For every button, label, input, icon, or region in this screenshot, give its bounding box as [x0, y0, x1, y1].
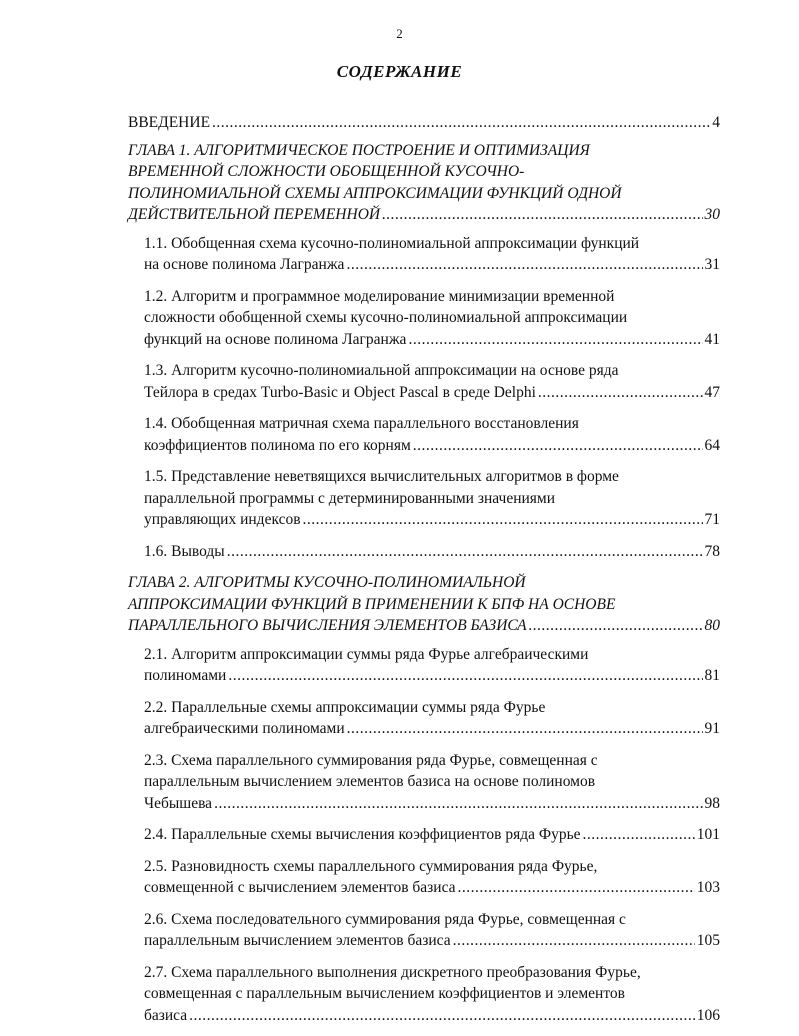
toc-entry-text: алгебраическими полиномами — [144, 720, 345, 737]
toc-title: СОДЕРЖАНИЕ — [336, 62, 463, 81]
table-of-contents — [128, 112, 720, 1036]
toc-entry-line: 2.6. Схема последовательного суммирования ряда Фурье, совмещенная с — [144, 910, 626, 928]
toc-section-entry — [144, 697, 720, 740]
dot-leader — [227, 541, 703, 563]
toc-entry-last-line — [144, 1005, 720, 1027]
toc-entry-line: параллельной программы с детерминированными значениями — [144, 489, 556, 507]
toc-entry-line: 2.1. Алгоритм аппроксимации суммы ряда Фурье алгебраическими — [144, 645, 589, 663]
toc-section-entry — [144, 824, 720, 846]
toc-page-number: 103 — [696, 879, 720, 896]
dot-leader — [538, 382, 703, 404]
toc-section-entry — [144, 413, 720, 456]
toc-entry-line: АППРОКСИМАЦИИ ФУНКЦИЙ В ПРИМЕНЕНИИ К БПФ НА ОСНОВЕ — [128, 595, 616, 613]
toc-entry-text: 2.4. Параллельные схемы вычисления коэффициентов ряда Фурье — [144, 826, 581, 843]
toc-entry-text: Тейлора в средах Turbo-Basic и Object Pascal в среде Delphi — [144, 383, 536, 401]
toc-page-number: 81 — [704, 667, 720, 684]
toc-intro-entry — [128, 112, 720, 134]
toc-entry-line: совмещенная с параллельным вычислением коэффициентов и элементов — [144, 985, 625, 1002]
toc-entry-line: ГЛАВА 1. АЛГОРИТМИЧЕСКОЕ ПОСТРОЕНИЕ И ОПТИМИЗАЦИЯ — [128, 141, 590, 159]
toc-entry-line: 2.7. Схема параллельного выполнения дискретного преобразования Фурье, — [144, 963, 641, 981]
toc-page-number: 31 — [704, 256, 720, 273]
toc-page-number: 30 — [704, 206, 720, 223]
toc-entry-last-line — [128, 112, 720, 134]
toc-entry-last-line — [144, 793, 720, 815]
toc-entry-text: Чебышева — [144, 794, 213, 812]
toc-page-number: 105 — [696, 932, 720, 949]
page-number: 2 — [396, 26, 403, 41]
dot-leader — [347, 718, 703, 740]
toc-page-number: 98 — [704, 794, 720, 812]
toc-entry-line: сложности обобщенной схемы кусочно-полиномиальной аппроксимации — [144, 309, 628, 326]
toc-section-entry — [144, 750, 720, 815]
toc-page-number: 71 — [704, 511, 720, 528]
toc-entry-line: параллельным вычислением элементов базиса на основе полиномов — [144, 773, 596, 790]
toc-chapter-entry — [128, 140, 720, 226]
toc-section-entry — [144, 286, 720, 351]
toc-entry-text: коэффициентов полинома по его корням — [144, 436, 411, 454]
toc-entry-text: ВВЕДЕНИЕ — [128, 114, 211, 131]
toc-entry-line: 2.2. Параллельные схемы аппроксимации суммы ряда Фурье — [144, 698, 546, 716]
toc-entry-line: ВРЕМЕННОЙ СЛОЖНОСТИ ОБОБЩЕННОЙ КУСОЧНО- — [128, 163, 525, 180]
toc-page-number: 91 — [704, 720, 720, 737]
toc-entry-text: функций на основе полинома Лагранжа — [144, 330, 407, 348]
toc-entry-line: 2.3. Схема параллельного суммирования ряда Фурье, совмещенная с — [144, 751, 598, 769]
toc-entry-text: ПАРАЛЛЕЛЬНОГО ВЫЧИСЛЕНИЯ ЭЛЕМЕНТОВ БАЗИСА — [128, 617, 527, 634]
toc-entry-last-line — [144, 435, 720, 457]
dot-leader — [189, 1005, 695, 1027]
dot-leader — [529, 615, 703, 637]
toc-entry-last-line — [144, 718, 720, 740]
toc-entry-line: 1.1. Обобщенная схема кусочно-полиномиальной аппроксимации функций — [144, 234, 640, 252]
toc-section-entry — [144, 233, 720, 276]
toc-entry-line: 2.5. Разновидность схемы параллельного суммирования ряда Фурье, — [144, 857, 598, 875]
toc-entry-text: совмещенной с вычислением элементов базиса — [144, 879, 456, 896]
dot-leader — [583, 824, 695, 846]
toc-page-number: 4 — [712, 114, 720, 131]
toc-page-number: 47 — [704, 383, 720, 401]
toc-section-entry — [144, 962, 720, 1027]
toc-entry-last-line — [128, 204, 720, 226]
dot-leader — [453, 930, 695, 952]
toc-section-entry — [144, 909, 720, 952]
dot-leader — [408, 329, 702, 351]
dot-leader — [214, 793, 702, 815]
toc-section-entry — [144, 360, 720, 403]
toc-page-number: 41 — [704, 330, 720, 348]
toc-entry-line: ПОЛИНОМИАЛЬНОЙ СХЕМЫ АППРОКСИМАЦИИ ФУНКЦИЙ ОДНОЙ — [128, 184, 622, 202]
toc-entry-last-line — [144, 665, 720, 687]
toc-page-number: 80 — [704, 617, 720, 634]
toc-entry-last-line — [144, 541, 720, 563]
toc-entry-text: управляющих индексов — [144, 511, 301, 528]
toc-section-entry — [144, 856, 720, 899]
toc-entry-line: 1.4. Обобщенная матричная схема параллельного восстановления — [144, 415, 579, 432]
toc-page-number: 106 — [696, 1006, 720, 1024]
toc-entry-last-line — [144, 877, 720, 899]
dot-leader — [212, 112, 710, 134]
toc-page-number: 78 — [704, 542, 720, 560]
toc-entry-line: ГЛАВА 2. АЛГОРИТМЫ КУСОЧНО-ПОЛИНОМИАЛЬНОЙ — [128, 574, 526, 591]
toc-entry-last-line — [128, 615, 720, 637]
dot-leader — [382, 204, 702, 226]
toc-entry-last-line — [144, 930, 720, 952]
toc-entry-last-line — [144, 824, 720, 846]
dot-leader — [228, 665, 702, 687]
toc-entry-text: базиса — [144, 1006, 188, 1024]
toc-entry-text: на основе полинома Лагранжа — [144, 256, 345, 273]
toc-entry-last-line — [144, 509, 720, 531]
toc-section-entry — [144, 466, 720, 531]
toc-entry-line: 1.2. Алгоритм и программное моделирование минимизации временной — [144, 287, 615, 305]
toc-entry-text: параллельным вычислением элементов базиса — [144, 932, 451, 949]
dot-leader — [413, 435, 703, 457]
toc-section-entry — [144, 541, 720, 563]
dot-leader — [458, 877, 695, 899]
toc-section-entry — [144, 644, 720, 687]
toc-entry-last-line — [144, 254, 720, 276]
toc-entry-text: полиномами — [144, 667, 227, 684]
toc-entry-last-line — [144, 329, 720, 351]
dot-leader — [346, 254, 702, 276]
toc-entry-text: 1.6. Выводы — [144, 542, 225, 560]
dot-leader — [303, 509, 703, 531]
toc-entry-text: ДЕЙСТВИТЕЛЬНОЙ ПЕРЕМЕННОЙ — [128, 206, 381, 223]
toc-entry-line: 1.5. Представление неветвящихся вычислительных алгоритмов в форме — [144, 468, 619, 485]
toc-chapter-entry — [128, 572, 720, 637]
toc-entry-last-line — [144, 382, 720, 404]
toc-page-number: 101 — [696, 826, 720, 843]
toc-entry-line: 1.3. Алгоритм кусочно-полиномиальной аппроксимации на основе ряда — [144, 362, 619, 379]
toc-page-number: 64 — [704, 436, 720, 454]
